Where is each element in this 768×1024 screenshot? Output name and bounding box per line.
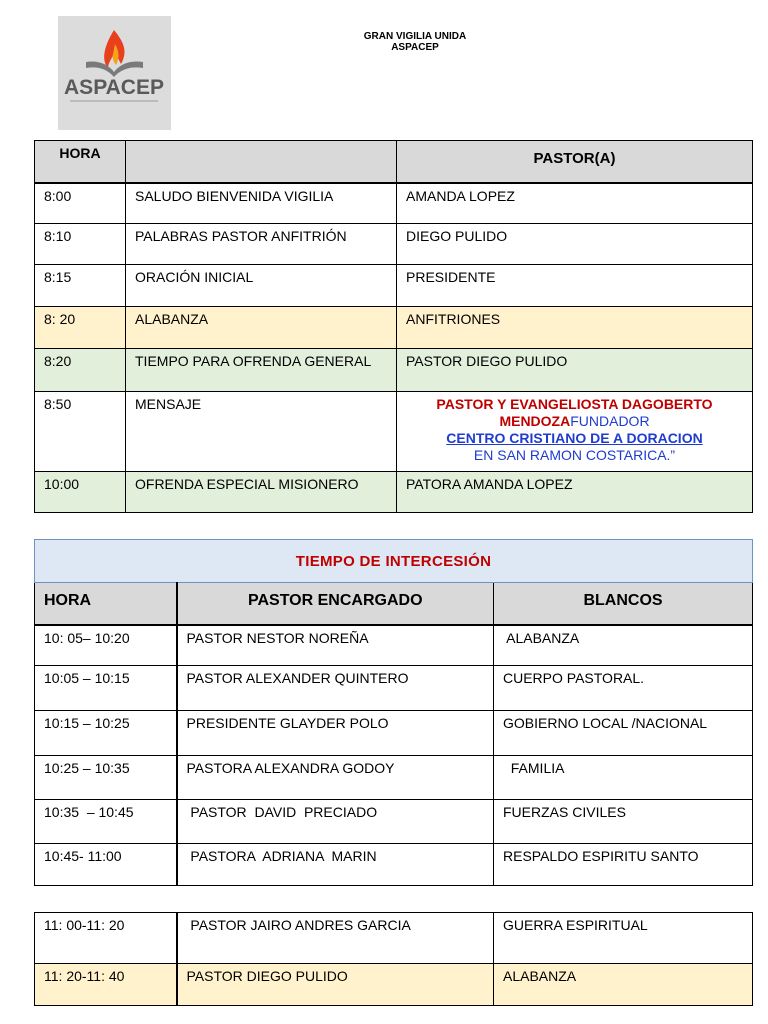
cell-pastor: PATORA AMANDA LOPEZ <box>397 472 753 513</box>
table-row <box>35 349 753 392</box>
cell-hora: 10:00 <box>35 472 126 513</box>
cell-activity: MENSAJE <box>126 392 397 472</box>
cell-hora: 8:00 <box>35 183 126 224</box>
table-row <box>35 183 753 224</box>
cell-pastor: PASTOR NESTOR NOREÑA <box>177 625 494 666</box>
header-pastor: PASTOR(A) <box>397 141 753 183</box>
cell-pastor: PASTOR JAIRO ANDRES GARCIA <box>177 913 494 964</box>
cell-hora: 8:15 <box>35 265 126 307</box>
header-blancos: BLANCOS <box>494 583 753 625</box>
header-hora: HORA <box>35 583 177 625</box>
table-row <box>35 224 753 265</box>
cell-activity: TIEMPO PARA OFRENDA GENERAL <box>126 349 397 392</box>
cell-blanco: GUERRA ESPIRITUAL <box>494 913 753 964</box>
table-row <box>35 800 753 844</box>
cell-blanco: GOBIERNO LOCAL /NACIONAL <box>494 711 753 756</box>
cell-activity: SALUDO BIENVENIDA VIGILIA <box>126 183 397 224</box>
intercession-title-row <box>35 540 753 583</box>
program-table <box>34 140 753 513</box>
church-link[interactable]: CENTRO CRISTIANO DE A DORACION <box>446 430 703 446</box>
cell-pastor-message <box>397 392 753 472</box>
cell-activity: PALABRAS PASTOR ANFITRIÓN <box>126 224 397 265</box>
preacher-name: PASTOR Y EVANGELIOSTA DAGOBERTO MENDOZA <box>436 396 713 429</box>
cell-pastor: PASTORA ALEXANDRA GODOY <box>177 756 494 800</box>
table-row <box>35 913 753 964</box>
program-header-row <box>35 141 753 183</box>
preacher-role: FUNDADOR <box>570 413 650 429</box>
cell-blanco: CUERPO PASTORAL. <box>494 666 753 711</box>
table-row <box>35 307 753 349</box>
cell-pastor: AMANDA LOPEZ <box>397 183 753 224</box>
cell-pastor: ANFITRIONES <box>397 307 753 349</box>
cell-activity: ORACIÓN INICIAL <box>126 265 397 307</box>
table-row <box>35 392 753 472</box>
cell-hora: 10:05 – 10:15 <box>35 666 177 711</box>
table-row <box>35 756 753 800</box>
cell-pastor: PRESIDENTE GLAYDER POLO <box>177 711 494 756</box>
cell-pastor: PASTOR DIEGO PULIDO <box>397 349 753 392</box>
cell-activity: ALABANZA <box>126 307 397 349</box>
cell-hora: 8:50 <box>35 392 126 472</box>
cell-pastor: PASTORA ADRIANA MARIN <box>177 844 494 886</box>
cell-blanco: FUERZAS CIVILES <box>494 800 753 844</box>
cell-pastor: DIEGO PULIDO <box>397 224 753 265</box>
cell-blanco: ALABANZA <box>494 625 753 666</box>
cell-hora: 10:35 – 10:45 <box>35 800 177 844</box>
cell-pastor: PASTOR DAVID PRECIADO <box>177 800 494 844</box>
cell-hora: 8:10 <box>35 224 126 265</box>
table-row <box>35 844 753 886</box>
table-row <box>35 472 753 513</box>
cell-hora: 8:20 <box>35 349 126 392</box>
header-activity <box>126 141 397 183</box>
cell-pastor: PASTOR ALEXANDER QUINTERO <box>177 666 494 711</box>
title-line-2: ASPACEP <box>391 42 439 53</box>
church-location: EN SAN RAMON COSTARICA.” <box>473 447 676 463</box>
cell-hora: 10:25 – 10:35 <box>35 756 177 800</box>
closing-table <box>34 912 753 1006</box>
cell-activity: OFRENDA ESPECIAL MISIONERO <box>126 472 397 513</box>
cell-blanco: FAMILIA <box>494 756 753 800</box>
cell-pastor: PASTOR DIEGO PULIDO <box>177 964 494 1006</box>
cell-hora: 11: 00-11: 20 <box>35 913 177 964</box>
intercession-header-row <box>35 583 753 625</box>
table-row <box>35 625 753 666</box>
title-line-1: GRAN VIGILIA UNIDA <box>363 31 467 42</box>
flame-book-icon <box>58 16 171 130</box>
document-title <box>300 31 530 53</box>
header-pastor-encargado: PASTOR ENCARGADO <box>177 583 494 625</box>
intercession-title: TIEMPO DE INTERCESIÓN <box>35 540 753 583</box>
aspacep-logo <box>58 16 171 130</box>
table-row <box>35 666 753 711</box>
table-row <box>35 964 753 1006</box>
table-row <box>35 265 753 307</box>
cell-hora: 10:15 – 10:25 <box>35 711 177 756</box>
cell-blanco: ALABANZA <box>494 964 753 1006</box>
intercession-table <box>34 539 753 886</box>
cell-hora: 8: 20 <box>35 307 126 349</box>
cell-hora: 11: 20-11: 40 <box>35 964 177 1006</box>
cell-hora: 10:45- 11:00 <box>35 844 177 886</box>
table-row <box>35 711 753 756</box>
svg-text:ASPACEP: ASPACEP <box>64 76 164 99</box>
cell-blanco: RESPALDO ESPIRITU SANTO <box>494 844 753 886</box>
header-hora: HORA <box>35 141 126 183</box>
cell-hora: 10: 05– 10:20 <box>35 625 177 666</box>
cell-pastor: PRESIDENTE <box>397 265 753 307</box>
